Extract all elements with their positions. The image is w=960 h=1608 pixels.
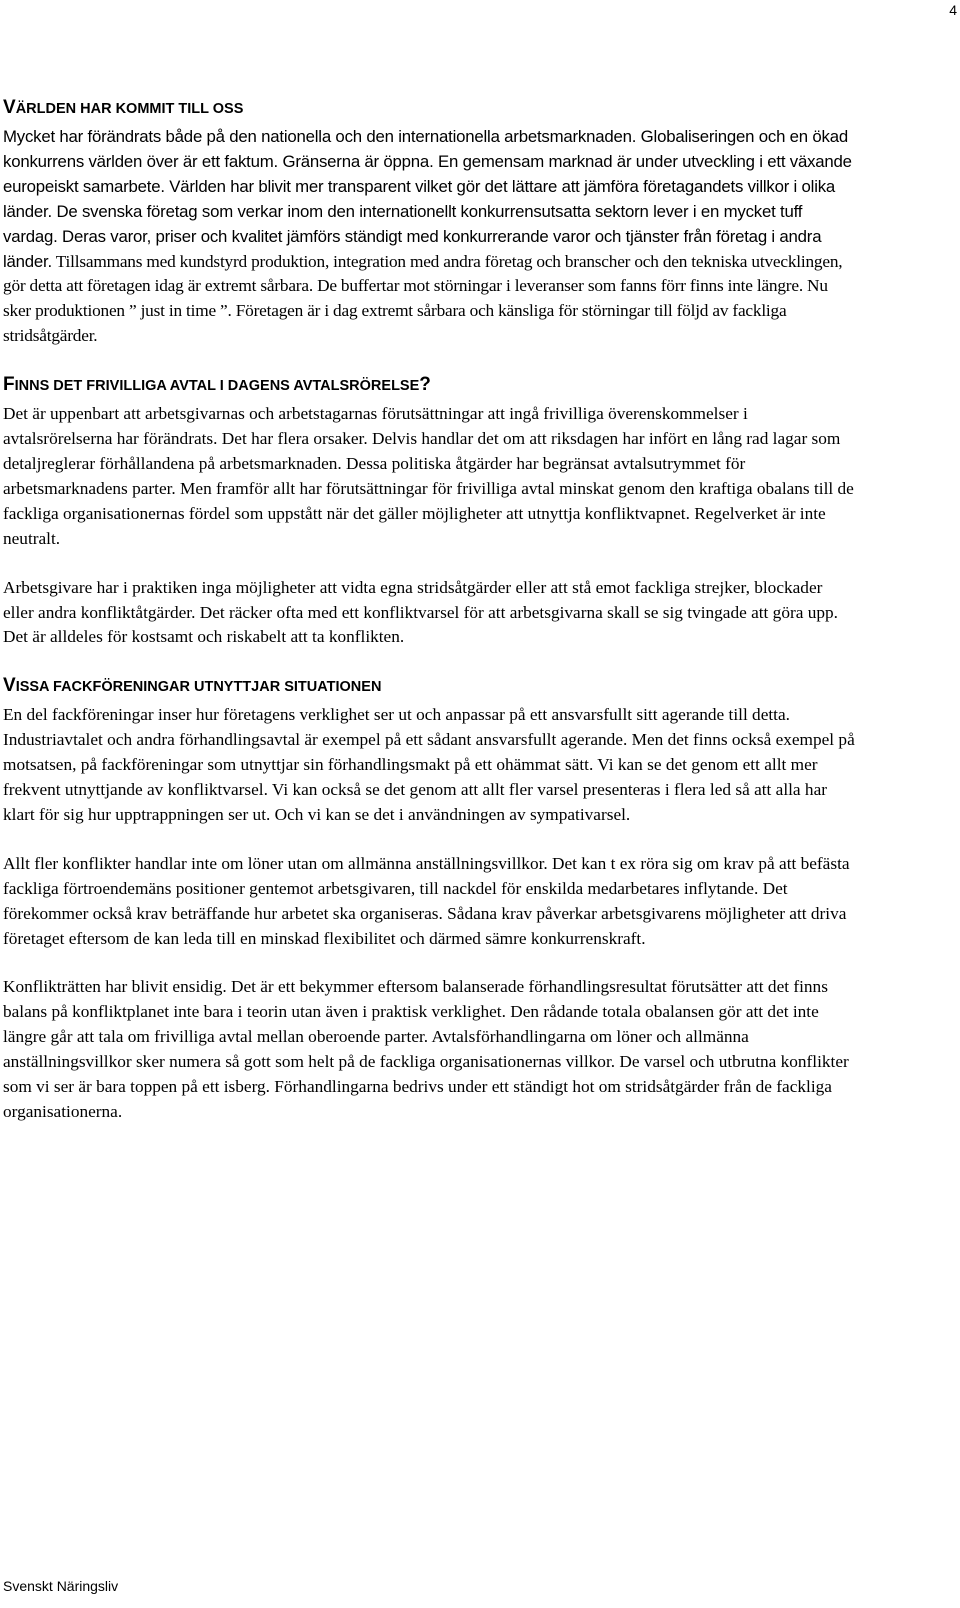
section-paragraph: Allt fler konflikter handlar inte om löner utan om allmänna anställningsvillkor. Det kan t ex röra sig om krav på att befästa fackliga förtroendemäns positioner gentemot arbetsgivaren, till nackdel för enskilda medarbetares inflytande. Det förekommer också krav beträffande hur arbetet ska organiseras. Sådana krav påverkar arbetsgivarens möjligheter att driva företaget eftersom de kan leda till en minskad flexibilitet och därmed sämre konkurrenskraft. <box>3 853 850 948</box>
section-heading: VÄRLDEN HAR KOMMIT TILL OSS <box>3 97 244 118</box>
section-paragraph: Arbetsgivare har i praktiken inga möjligheter att vidta egna stridsåtgärder eller att stå emot fackliga strejker, blockader eller andra konfliktåtgärder. Det räcker ofta med ett konfliktvarsel för att arbetsgivarna skall se sig tvingade att göra upp. Det är alldeles för kostsamt och riskabelt att ta konflikten. <box>3 577 838 647</box>
section-paragraph: En del fackföreningar inser hur företagens verklighet ser ut och anpassar på ett ansvarsfullt sitt agerande till detta. Industriavtalet och andra förhandlingsavtal är exempel på ett sådant ansvarsfullt agerande. Men det finns också exempel på motsatsen, på fackföreningar som utnyttjar sin förhandlingsmakt på ett ohämmat sätt. Vi kan se det genom ett allt mer frekvent utnyttjande av konfliktvarsel. Vi kan också se det genom att allt fler varsel presenteras i flera led så att alla har klart för sig hur upptrappningen ser ut. Och vi kan se det i användningen av sympativarsel. <box>3 705 855 824</box>
section-paragraph: Konflikträtten har blivit ensidig. Det är ett bekymmer eftersom balanserade förhandlingsresultat förutsätter att det finns balans på konfliktplanet inte bara i teorin utan även i praktisk verklighet. Den rådande totala obalansen gör att det inte längre går att tala om frivilliga avtal mellan oberoende parter. Avtalsförhandlingarna om löner och allmänna anställningsvillkor sker numera så gott som helt på de fackliga organisationernas villkor. De varsel och utbrutna konflikter som vi ser är bara toppen på ett isberg. Förhandlingarna bedrivs under ett ständigt hot om stridsåtgärder från de fackliga organisationerna. <box>3 977 849 1121</box>
document-body <box>3 96 855 1125</box>
section-paragraph: Det är uppenbart att arbetsgivarnas och arbetstagarnas förutsättningar att ingå frivilliga överenskommelser i avtalsrörelserna har förändrats. Det har flera orsaker. Delvis handlar det om att riksdagen har infört en lång rad lagar som detaljreglerar förhållandena på arbetsmarknaden. Dessa politiska åtgärder har begränsat avtalsutrymmet för arbetsmarknadens parter. Men framför allt har förutsättningar för frivilliga avtal minskat genom den kraftiga obalans till de fackliga organisationernas fördel som uppstått när det gäller möjligheter att utnyttja konfliktvapnet. Regelverket är inte neutralt. <box>3 404 854 548</box>
page-number: 4 <box>949 2 957 18</box>
section-fackforeningar <box>3 674 855 1125</box>
section-paragraph <box>3 125 855 349</box>
section-frivilliga-avtal <box>3 373 855 650</box>
section-heading: FINNS DET FRIVILLIGA AVTAL I DAGENS AVTALSRÖRELSE? <box>3 374 431 396</box>
section-varlden <box>3 96 855 349</box>
footer-publisher: Svenskt Näringsliv <box>3 1578 119 1594</box>
paragraph-text-sans: Mycket har förändrats både på den nationella och den internationella arbetsmarknaden. Globaliseringen och en ökad konkurrens världen över är ett faktum. Gränserna är öppna. En gemensam marknad är under utveckling i ett växande europeiskt samarbete. Världen har blivit mer transparent vilket gör det lättare att jämföra företagandets villkor i olika länder. De svenska företag som verkar inom den internationellt konkurrensutsatta sektorn lever i en mycket tuff vardag. Deras varor, priser och kvalitet jämförs ständigt med konkurrerande varor och tjänster från företag i andra länder. <box>3 127 852 271</box>
section-heading: VISSA FACKFÖRENINGAR UTNYTTJAR SITUATIONEN <box>3 675 382 697</box>
paragraph-text-serif: Tillsammans med kundstyrd produktion, integration med andra företag och branscher och den tekniska utvecklingen, gör detta att företagen idag är extremt sårbara. De buffertar mot störningar i leveranser som fanns förr finns inte längre. Nu sker produktionen ” just in time ”. Företagen är i dag extremt sårbara och känsliga för störningar till följd av fackliga stridsåtgärder. <box>3 251 843 346</box>
